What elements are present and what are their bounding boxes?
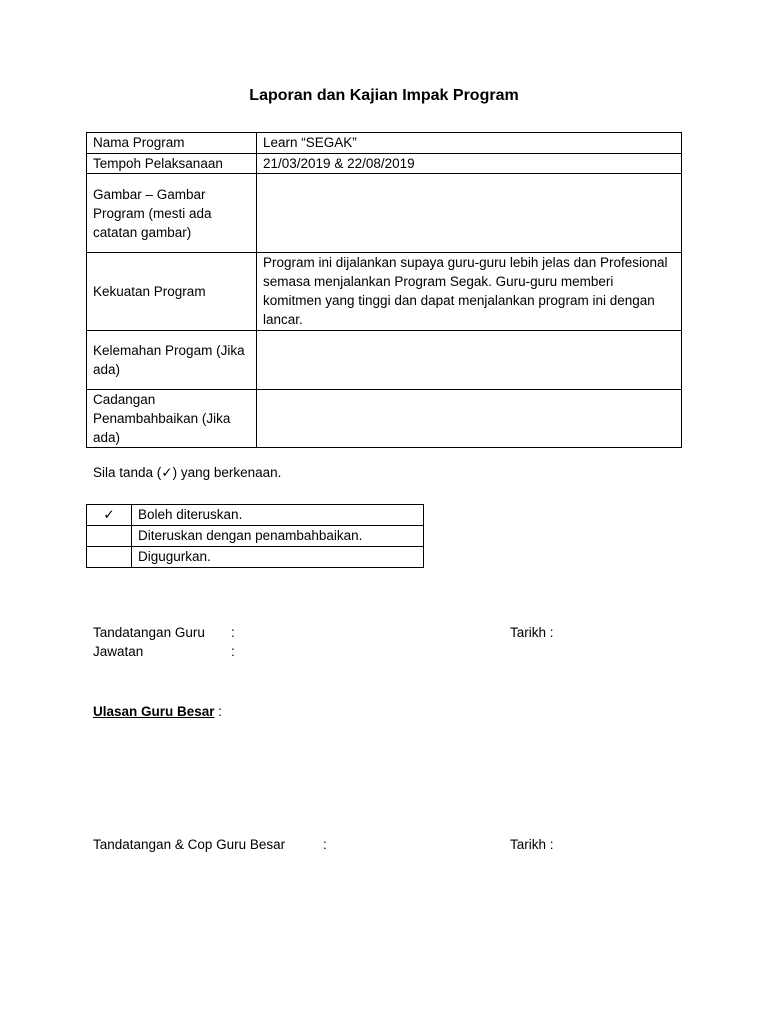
teacher-signature-colon: : xyxy=(231,625,235,640)
position-label: Jawatan xyxy=(93,644,144,659)
row-label-program-name: Nama Program xyxy=(87,133,257,154)
teacher-date-label: Tarikh : xyxy=(510,625,554,640)
table-row xyxy=(87,547,424,568)
row-value-weaknesses xyxy=(257,331,682,390)
row-label-pictures: Gambar – Gambar Program (mesti ada catatan gambar) xyxy=(87,174,257,253)
row-value-pictures xyxy=(257,174,682,253)
check-instruction xyxy=(93,463,281,482)
table-row xyxy=(87,505,424,526)
teacher-signature-label: Tandatangan Guru xyxy=(93,625,205,640)
row-label-strengths: Kekuatan Program xyxy=(87,253,257,331)
headmaster-comment xyxy=(93,702,222,721)
option-label-discontinue: Digugurkan. xyxy=(132,547,424,568)
checkbox-continue[interactable]: ✓ xyxy=(87,505,132,526)
check-mark-icon: ✓ xyxy=(161,465,173,480)
row-value-duration: 21/03/2019 & 22/08/2019 xyxy=(257,154,682,174)
row-value-strengths: Program ini dijalankan supaya guru-guru lebih jelas dan Profesional semasa menjalankan Program Segak. Guru-guru memberi komitmen yang tinggi dan dapat menjalankan program ini dengan lancar. xyxy=(257,253,682,331)
table-row xyxy=(87,526,424,547)
instruction-text-after: ) yang berkenaan. xyxy=(172,465,282,480)
table-row xyxy=(87,253,682,331)
instruction-text-before: Sila tanda ( xyxy=(93,465,162,480)
row-value-improvements xyxy=(257,390,682,448)
table-row xyxy=(87,154,682,174)
decision-checklist-table xyxy=(86,504,424,568)
table-row xyxy=(87,174,682,253)
row-value-program-name: Learn “SEGAK” xyxy=(257,133,682,154)
headmaster-date-label: Tarikh : xyxy=(510,837,554,852)
table-row xyxy=(87,331,682,390)
row-label-improvements: Cadangan Penambahbaikan (Jika ada) xyxy=(87,390,257,448)
headmaster-signature-colon: : xyxy=(323,837,327,852)
program-details-table xyxy=(86,132,682,448)
table-row xyxy=(87,390,682,448)
checkbox-continue-with-improvements[interactable] xyxy=(87,526,132,547)
table-row xyxy=(87,133,682,154)
row-label-duration: Tempoh Pelaksanaan xyxy=(87,154,257,174)
checkbox-discontinue[interactable] xyxy=(87,547,132,568)
page-title: Laporan dan Kajian Impak Program xyxy=(249,87,519,104)
row-label-weaknesses: Kelemahan Progam (Jika ada) xyxy=(87,331,257,390)
option-label-continue: Boleh diteruskan. xyxy=(132,505,424,526)
headmaster-signature-label: Tandatangan & Cop Guru Besar xyxy=(93,837,286,852)
headmaster-comment-label: Ulasan Guru Besar xyxy=(93,704,215,719)
headmaster-comment-colon: : xyxy=(214,704,223,719)
option-label-continue-with-improvements: Diteruskan dengan penambahbaikan. xyxy=(132,526,424,547)
position-colon: : xyxy=(231,644,235,659)
